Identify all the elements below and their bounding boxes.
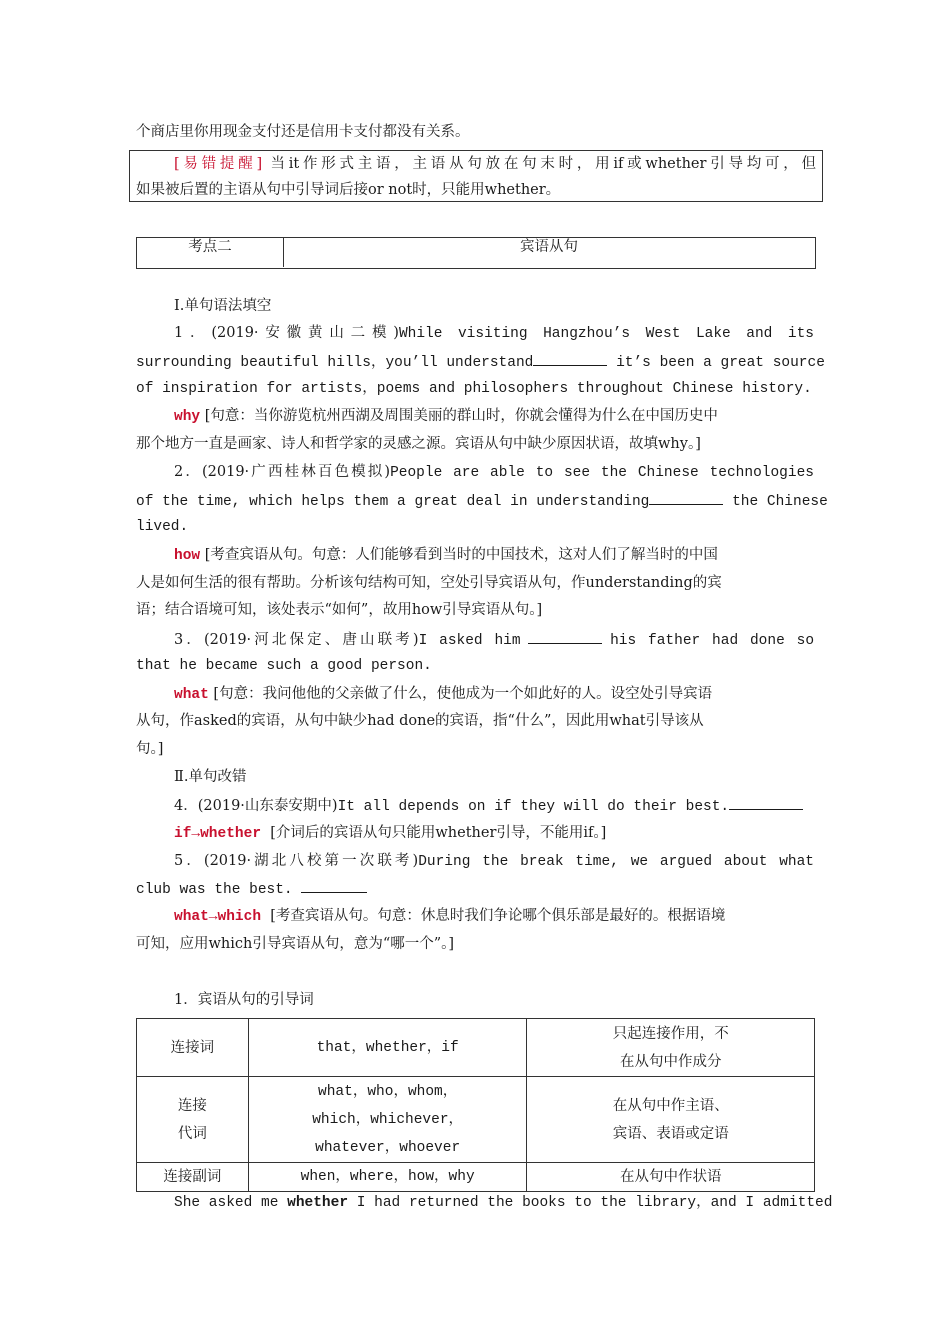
intro-line: 个商店里你用现金支付还是信用卡支付都没有关系。 [136, 124, 470, 140]
cell-function-line: 在从句中作成分 [619, 1053, 722, 1070]
cell-type: 连接副词 [137, 1163, 249, 1192]
q5-text-2: club was the best. [136, 882, 293, 898]
q1-blank[interactable] [533, 351, 607, 366]
q1-line-1 [174, 323, 814, 344]
q5-line-1 [174, 851, 814, 872]
cell-words-line: which，whichever， [312, 1111, 464, 1128]
q2-line-2 [136, 490, 828, 512]
q4-text: It all depends on if they will do their best. [337, 799, 730, 815]
cell-words-line: what，who，whom， [318, 1083, 458, 1100]
kaodian-label: 考点二 [188, 239, 232, 255]
kaodian-title: 宾语从句 [520, 239, 578, 255]
q5-expl-2: 可知，应用which引导宾语从句，意为“哪一个”。] [136, 936, 455, 952]
q4-source: (2019·山东泰安期中) [197, 798, 338, 814]
cell-function-line: 在从句中作主语、 [612, 1097, 729, 1114]
table-row [137, 1019, 815, 1077]
q2-answer-line [174, 545, 814, 566]
conjunction-table [136, 1018, 815, 1192]
q2-text-2a: of the time, which helps them a great deal in understanding [136, 494, 650, 510]
q3-source: (2019·河北保定、唐山联考) [203, 632, 419, 648]
q2-blank[interactable] [649, 490, 723, 505]
q3-expl-2: 从句，作asked的宾语，从句中缺少had done的宾语，指“什么”，因此用what引导该从 [136, 713, 704, 729]
q3-expl-3: 句。] [136, 741, 164, 757]
q3-text-1b: his father had done so [610, 633, 815, 649]
q5-answer: what→which [174, 909, 262, 925]
q1-source: (2019·安徽黄山二模) [211, 325, 399, 341]
q2-line-3: lived. [136, 519, 189, 535]
cell-function-line: 宾语、表语或定语 [612, 1125, 729, 1142]
q1-expl-1: [句意：当你游览杭州西湖及周围美丽的群山时，你就会懂得为什么在中国历史中 [204, 408, 718, 424]
cell-words: when，where，how，why [248, 1163, 527, 1192]
q2-expl-1: [考查宾语从句。句意：人们能够看到当时的中国技术，这对人们了解当时的中国 [204, 547, 718, 563]
q2-line-1 [174, 462, 814, 483]
example-keyword: whether [287, 1195, 349, 1211]
table-title: 1．宾语从句的引导词 [174, 992, 314, 1008]
table-row [137, 1077, 815, 1163]
cell-words [248, 1077, 527, 1163]
q4-answer-line [174, 823, 814, 844]
warning-line-1 [136, 154, 816, 174]
cell-function [527, 1019, 815, 1077]
example-sentence [174, 1193, 833, 1213]
cell-type: 连接词 [137, 1019, 249, 1077]
section-1-title: Ⅰ.单句语法填空 [174, 298, 272, 314]
example-post: I had returned the books to the library，and I admitted [356, 1195, 833, 1211]
q1-expl-2: 那个地方一直是画家、诗人和哲学家的灵感之源。宾语从句中缺少原因状语，故填why。] [136, 436, 701, 452]
q2-text-2b: the Chinese [732, 494, 828, 510]
q2-expl-3: 语；结合语境可知，该处表示“如何”，故用how引导宾语从句。] [136, 602, 543, 618]
q3-answer-line [174, 684, 814, 705]
warning-text-1: 当it作形式主语，主语从句放在句末时，用if或whether引导均可，但 [270, 156, 816, 172]
q5-blank[interactable] [301, 878, 367, 893]
q1-line-3: of inspiration for artists，poems and philosophers throughout Chinese history. [136, 381, 812, 397]
table-row [137, 1163, 815, 1192]
q5-answer-line [174, 906, 814, 927]
q5-text-1: During the break time, we argued about what [418, 854, 814, 870]
q3-line-1 [174, 629, 814, 651]
q2-source: (2019·广西桂林百色模拟) [202, 464, 391, 480]
q2-answer: how [174, 548, 201, 564]
q3-number: 3． [174, 632, 204, 648]
q3-answer: what [174, 687, 209, 703]
q1-answer-line [174, 406, 814, 427]
q4-number: 4． [174, 798, 198, 814]
q1-text-2a: surrounding beautiful hills，you’ll understand [136, 355, 534, 371]
q1-number: 1． [174, 325, 212, 341]
cell-type-line: 代词 [177, 1125, 207, 1142]
warning-line-2: 如果被后置的主语从句中引导词后接or not时，只能用whether。 [136, 182, 561, 198]
cell-function [527, 1077, 815, 1163]
q3-line-2: that he became such a good person. [136, 658, 432, 674]
q5-line-2 [136, 878, 816, 900]
q4-blank[interactable] [729, 795, 803, 810]
cell-type-line: 连接 [177, 1097, 207, 1114]
q5-source: (2019·湖北八校第一次联考) [203, 853, 419, 869]
q3-blank[interactable] [528, 629, 602, 644]
q3-expl-1: [句意：我问他他的父亲做了什么，使他成为一个如此好的人。设空处引导宾语 [213, 686, 713, 702]
section-2-title: Ⅱ.单句改错 [174, 769, 247, 785]
example-pre: She asked me [174, 1195, 279, 1211]
q4-line-1 [174, 795, 814, 817]
cell-words: that，whether，if [248, 1019, 527, 1077]
cell-function: 在从句中作状语 [527, 1163, 815, 1192]
q2-number: 2． [174, 464, 202, 480]
cell-type [137, 1077, 249, 1163]
q3-text-1a: I asked him [418, 633, 521, 649]
cell-words-line: whatever，whoever [315, 1139, 461, 1156]
q2-expl-2: 人是如何生活的很有帮助。分析该句结构可知，空处引导宾语从句，作understanding的宾 [136, 575, 722, 591]
q4-answer: if→whether [174, 826, 262, 842]
cell-function-line: 只起连接作用，不 [612, 1025, 729, 1042]
q1-answer: why [174, 409, 201, 425]
q4-expl: [介词后的宾语从句只能用whether引导，不能用if。] [270, 825, 607, 841]
warning-tag: [易错提醒] [174, 156, 263, 172]
q1-line-2 [136, 351, 825, 373]
q1-text-1: While visiting Hangzhou’s West Lake and its [398, 326, 815, 342]
q5-number: 5． [174, 853, 204, 869]
q5-expl-1: [考查宾语从句。句意：休息时我们争论哪个俱乐部是最好的。根据语境 [270, 908, 726, 924]
q2-text-1: People are able to see the Chinese technologies [390, 465, 814, 481]
q1-text-2b: it’s been a great source [616, 355, 825, 371]
